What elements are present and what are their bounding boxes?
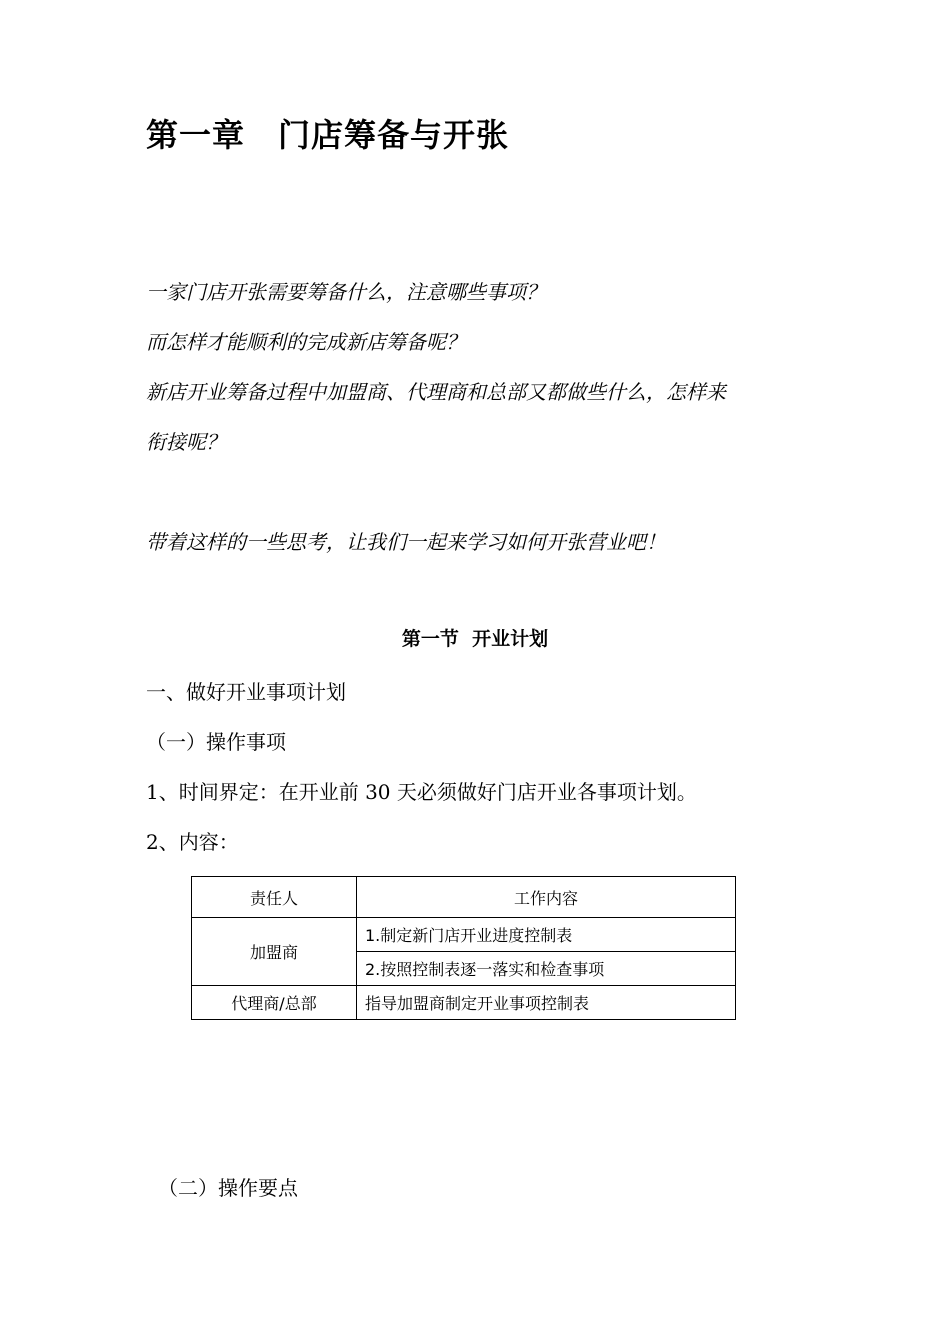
- intro-line: 一家门店开张需要筹备什么，注意哪些事项？: [146, 280, 546, 304]
- subheading-operations: （一）操作事项: [146, 730, 286, 754]
- cell-task: 指导加盟商制定开业事项控制表: [357, 986, 736, 1020]
- header-role: 责任人: [192, 877, 357, 918]
- cell-role-franchisee: 加盟商: [192, 918, 357, 986]
- header-work: 工作内容: [357, 877, 736, 918]
- cell-role-agent: 代理商/总部: [192, 986, 357, 1020]
- item-time-definition: 1、时间界定：在开业前 30 天必须做好门店开业各事项计划。: [146, 780, 697, 804]
- intro-line: 衔接呢？: [146, 430, 226, 454]
- responsibility-table: [191, 876, 736, 1020]
- chapter-title: 第一章 门店筹备与开张: [146, 116, 510, 154]
- cell-task: 1.制定新门店开业进度控制表: [357, 918, 736, 952]
- table-row: [192, 986, 736, 1020]
- intro-line: 而怎样才能顺利的完成新店筹备呢？: [146, 330, 466, 354]
- table-row: [192, 918, 736, 952]
- section-title: 第一节 开业计划: [401, 628, 549, 650]
- table-header-row: [192, 877, 736, 918]
- subheading-key-points: （二）操作要点: [158, 1176, 298, 1200]
- heading-plan: 一、做好开业事项计划: [146, 680, 346, 704]
- cell-task: 2.按照控制表逐一落实和检查事项: [357, 952, 736, 986]
- item-content: 2、内容：: [146, 830, 239, 854]
- intro-line: 新店开业筹备过程中加盟商、代理商和总部又都做些什么，怎样来: [146, 380, 726, 404]
- intro-closing: 带着这样的一些思考，让我们一起来学习如何开张营业吧！: [146, 530, 666, 554]
